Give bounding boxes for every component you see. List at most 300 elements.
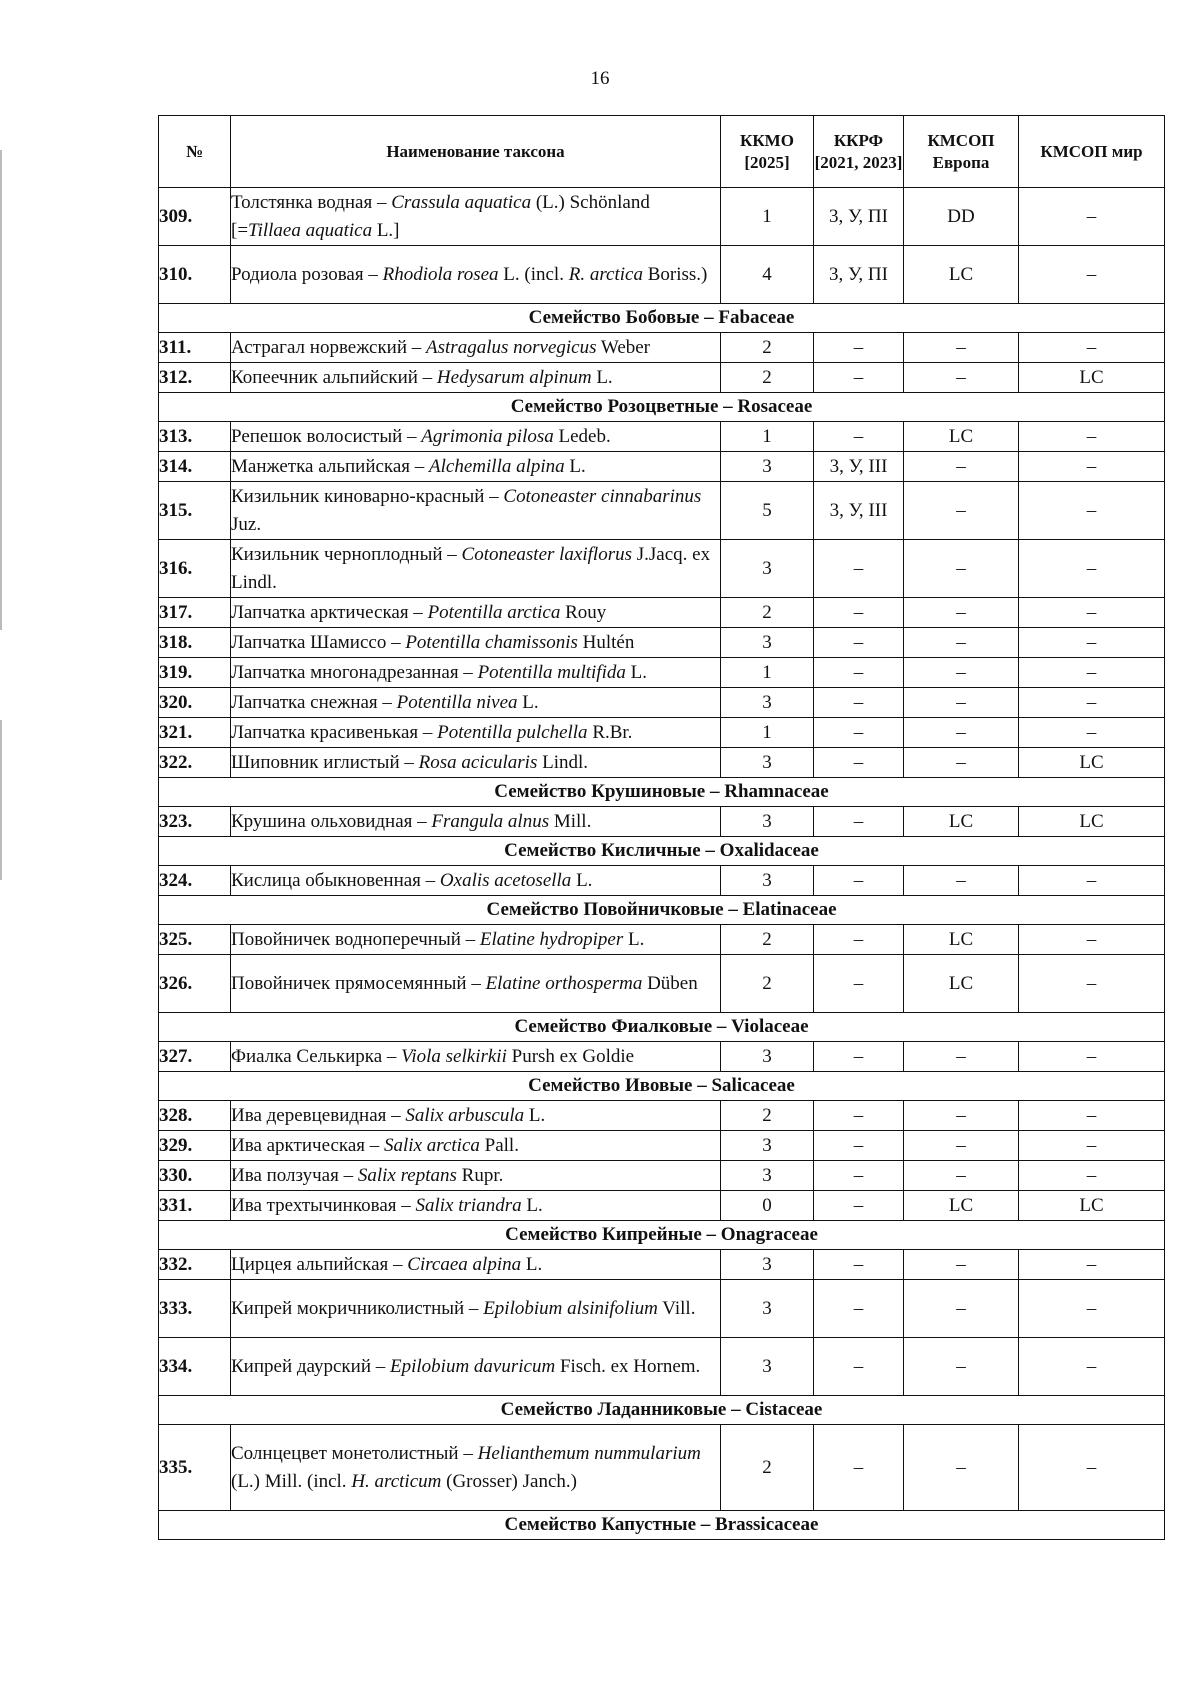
- scan-edge-line: [0, 150, 2, 630]
- kkrf-category: –: [814, 1161, 904, 1191]
- author: Vill.: [657, 1297, 696, 1319]
- kkmo-category: 2: [721, 925, 814, 955]
- kkrf-category: –: [814, 540, 904, 598]
- latin-name: Salix arbuscula: [405, 1104, 525, 1126]
- kkrf-category: –: [814, 1042, 904, 1072]
- taxon-name: [231, 540, 721, 598]
- taxon-row: [159, 1161, 1165, 1191]
- taxon-name: [231, 363, 721, 393]
- family-header-row: [159, 393, 1165, 422]
- taxon-number: 310.: [159, 246, 231, 304]
- kmsop-europe-status: –: [904, 628, 1019, 658]
- synonym-author: (Grosser) Janch.): [441, 1470, 577, 1492]
- kkrf-category: –: [814, 422, 904, 452]
- kkmo-category: 3: [721, 1042, 814, 1072]
- kmsop-europe-status: –: [904, 688, 1019, 718]
- author: Düben: [642, 972, 698, 994]
- author: L.: [571, 869, 593, 891]
- taxon-number: 316.: [159, 540, 231, 598]
- kkrf-category: –: [814, 748, 904, 778]
- author: (L.) Schönland: [531, 191, 650, 213]
- taxon-number: 318.: [159, 628, 231, 658]
- taxon-row: [159, 598, 1165, 628]
- latin-name: Potentilla chamissonis: [405, 631, 578, 653]
- taxon-number: 320.: [159, 688, 231, 718]
- author: L.: [521, 1253, 543, 1275]
- kmsop-world-status: –: [1019, 482, 1165, 540]
- author: Pursh ex Goldie: [506, 1045, 635, 1067]
- taxon-name: [231, 1280, 721, 1338]
- kkmo-category: 3: [721, 1280, 814, 1338]
- taxon-name: [231, 688, 721, 718]
- taxon-number: 313.: [159, 422, 231, 452]
- kkmo-category: 3: [721, 688, 814, 718]
- kkmo-category: 3: [721, 1250, 814, 1280]
- russian-name: Крушина ольховидная –: [231, 810, 432, 832]
- kmsop-world-status: –: [1019, 1161, 1165, 1191]
- family-label: Семейство Повойничковые – Elatinaceae: [159, 896, 1165, 925]
- author: Lindl.: [537, 751, 589, 773]
- kmsop-world-status: –: [1019, 688, 1165, 718]
- taxon-row: [159, 540, 1165, 598]
- russian-name: Кизильник киноварно-красный –: [231, 485, 504, 507]
- taxon-row: [159, 1042, 1165, 1072]
- taxon-row: [159, 1131, 1165, 1161]
- latin-name: Oxalis acetosella: [439, 869, 572, 891]
- kkrf-category: –: [814, 363, 904, 393]
- header-kkmo: ККМО [2025]: [721, 116, 814, 188]
- latin-name: Cotoneaster cinnabarinus: [503, 485, 702, 507]
- kmsop-world-status: –: [1019, 1250, 1165, 1280]
- synonym-author: Boriss.): [642, 263, 708, 285]
- taxon-name: [231, 1161, 721, 1191]
- synonym-author: L.]: [372, 219, 400, 241]
- kmsop-world-status: –: [1019, 718, 1165, 748]
- taxon-row: [159, 363, 1165, 393]
- taxon-number: 315.: [159, 482, 231, 540]
- kmsop-europe-status: –: [904, 333, 1019, 363]
- taxon-name: [231, 1101, 721, 1131]
- taxon-number: 333.: [159, 1280, 231, 1338]
- latin-name: Potentilla arctica: [427, 601, 561, 623]
- taxon-row: [159, 188, 1165, 246]
- russian-name: Солнцецвет монетолистный –: [231, 1442, 478, 1464]
- russian-name: Лапчатка красивенькая –: [231, 721, 438, 743]
- taxon-number: 323.: [159, 807, 231, 837]
- family-header-row: [159, 304, 1165, 333]
- taxon-row: [159, 955, 1165, 1013]
- taxon-row: [159, 628, 1165, 658]
- author: L.: [564, 455, 586, 477]
- taxon-row: [159, 1250, 1165, 1280]
- taxon-name: [231, 246, 721, 304]
- kmsop-world-status: LC: [1019, 363, 1165, 393]
- latin-name: Crassula aquatica: [391, 191, 532, 213]
- kkmo-category: 1: [721, 658, 814, 688]
- latin-name: Salix triandra: [415, 1194, 522, 1216]
- kkmo-category: 1: [721, 422, 814, 452]
- author: Weber: [596, 336, 651, 358]
- kkmo-category: 2: [721, 363, 814, 393]
- taxon-number: 329.: [159, 1131, 231, 1161]
- taxon-name: [231, 628, 721, 658]
- taxon-name: [231, 718, 721, 748]
- kmsop-europe-status: –: [904, 598, 1019, 628]
- latin-name: Helianthemum nummularium: [477, 1442, 701, 1464]
- kkmo-category: 2: [721, 598, 814, 628]
- table-header-row: [159, 116, 1165, 188]
- author: L.: [623, 928, 645, 950]
- kkrf-category: –: [814, 925, 904, 955]
- kkrf-category: –: [814, 1280, 904, 1338]
- taxon-number: 312.: [159, 363, 231, 393]
- russian-name: Ива ползучая –: [231, 1164, 358, 1186]
- taxon-number: 334.: [159, 1338, 231, 1396]
- russian-name: Ива деревцевидная –: [231, 1104, 406, 1126]
- russian-name: Толстянка водная –: [231, 191, 392, 213]
- kmsop-europe-status: –: [904, 718, 1019, 748]
- russian-name: Цирцея альпийская –: [231, 1253, 408, 1275]
- kmsop-world-status: –: [1019, 246, 1165, 304]
- kmsop-world-status: –: [1019, 628, 1165, 658]
- kmsop-world-status: –: [1019, 1425, 1165, 1511]
- scan-edge-line: [0, 720, 2, 880]
- kkmo-category: 3: [721, 452, 814, 482]
- taxon-row: [159, 688, 1165, 718]
- latin-name: Potentilla pulchella: [437, 721, 588, 743]
- family-header-row: [159, 1072, 1165, 1101]
- latin-name: Salix reptans: [357, 1164, 457, 1186]
- header-kmsop-world: КМСОП мир: [1019, 116, 1165, 188]
- taxon-row: [159, 925, 1165, 955]
- kmsop-world-status: LC: [1019, 1191, 1165, 1221]
- taxon-number: 335.: [159, 1425, 231, 1511]
- russian-name: Повойничек водноперечный –: [231, 928, 480, 950]
- russian-name: Повойничек прямосемянный –: [231, 972, 486, 994]
- kkmo-category: 4: [721, 246, 814, 304]
- kmsop-europe-status: –: [904, 1161, 1019, 1191]
- kmsop-world-status: –: [1019, 188, 1165, 246]
- kmsop-europe-status: LC: [904, 246, 1019, 304]
- author: R.Br.: [587, 721, 633, 743]
- family-label: Семейство Фиалковые – Violaceae: [159, 1013, 1165, 1042]
- page-number: 16: [590, 68, 610, 89]
- kmsop-europe-status: LC: [904, 925, 1019, 955]
- kmsop-europe-status: LC: [904, 1191, 1019, 1221]
- kmsop-europe-status: –: [904, 1131, 1019, 1161]
- kmsop-world-status: –: [1019, 658, 1165, 688]
- author: (L.) Mill. (incl.: [231, 1470, 352, 1492]
- russian-name: Лапчатка Шамиссо –: [231, 631, 406, 653]
- taxon-row: [159, 1191, 1165, 1221]
- kkrf-category: –: [814, 718, 904, 748]
- taxon-row: [159, 482, 1165, 540]
- author: Ledeb.: [553, 425, 611, 447]
- taxon-name: [231, 188, 721, 246]
- taxon-name: [231, 1250, 721, 1280]
- russian-name: Кизильник черноплодный –: [231, 543, 462, 565]
- kkrf-category: –: [814, 1191, 904, 1221]
- taxon-name: [231, 1191, 721, 1221]
- header-num: №: [159, 116, 231, 188]
- taxon-number: 311.: [159, 333, 231, 363]
- russian-name: Репешок волосистый –: [231, 425, 422, 447]
- kkrf-category: –: [814, 807, 904, 837]
- kkrf-category: 3, У, ПI: [814, 188, 904, 246]
- taxon-name: [231, 658, 721, 688]
- latin-name: Elatine orthosperma: [485, 972, 643, 994]
- kkmo-category: 2: [721, 1101, 814, 1131]
- taxon-name: [231, 598, 721, 628]
- latin-name: Epilobium alsinifolium: [483, 1297, 658, 1319]
- kkmo-category: 2: [721, 333, 814, 363]
- taxon-number: 331.: [159, 1191, 231, 1221]
- family-header-row: [159, 1396, 1165, 1425]
- family-label: Семейство Бобовые – Fabaceae: [159, 304, 1165, 333]
- kkmo-category: 0: [721, 1191, 814, 1221]
- taxon-name: [231, 1338, 721, 1396]
- kmsop-world-status: –: [1019, 333, 1165, 363]
- taxon-row: [159, 1280, 1165, 1338]
- kkmo-category: 3: [721, 866, 814, 896]
- synonym-latin-name: H. arcticum: [351, 1470, 442, 1492]
- kkmo-category: 1: [721, 188, 814, 246]
- taxon-name: [231, 1042, 721, 1072]
- family-label: Семейство Розоцветные – Rosaceae: [159, 393, 1165, 422]
- kmsop-world-status: –: [1019, 1131, 1165, 1161]
- kkrf-category: 3, У, III: [814, 482, 904, 540]
- author: L.: [517, 691, 539, 713]
- family-label: Семейство Ладанниковые – Cistaceae: [159, 1396, 1165, 1425]
- author: L. (incl.: [498, 263, 569, 285]
- latin-name: Elatine hydropiper: [479, 928, 624, 950]
- header-taxon-name: Наименование таксона: [231, 116, 721, 188]
- author: Hultén: [577, 631, 635, 653]
- taxon-name: [231, 925, 721, 955]
- taxon-row: [159, 333, 1165, 363]
- taxa-table: [158, 115, 1165, 1540]
- kkrf-category: –: [814, 628, 904, 658]
- taxon-row: [159, 866, 1165, 896]
- taxon-number: 328.: [159, 1101, 231, 1131]
- kmsop-europe-status: DD: [904, 188, 1019, 246]
- russian-name: Родиола розовая –: [231, 263, 383, 285]
- russian-name: Ива арктическая –: [231, 1134, 385, 1156]
- latin-name: Rhodiola rosea: [382, 263, 499, 285]
- taxon-name: [231, 748, 721, 778]
- kkmo-category: 3: [721, 1338, 814, 1396]
- author: L.: [625, 661, 647, 683]
- taxon-number: 324.: [159, 866, 231, 896]
- kkmo-category: 3: [721, 1161, 814, 1191]
- kkmo-category: 2: [721, 1425, 814, 1511]
- kmsop-europe-status: –: [904, 1280, 1019, 1338]
- kkrf-category: –: [814, 1250, 904, 1280]
- taxon-row: [159, 807, 1165, 837]
- kkmo-category: 1: [721, 718, 814, 748]
- kmsop-europe-status: –: [904, 1101, 1019, 1131]
- taxon-row: [159, 452, 1165, 482]
- kmsop-europe-status: LC: [904, 955, 1019, 1013]
- taxon-number: 319.: [159, 658, 231, 688]
- russian-name: Астрагал норвежский –: [231, 336, 427, 358]
- header-kmsop-europe: КМСОП Европа: [904, 116, 1019, 188]
- taxon-name: [231, 955, 721, 1013]
- kmsop-world-status: –: [1019, 1101, 1165, 1131]
- latin-name: Potentilla multifida: [477, 661, 626, 683]
- author: Pall.: [479, 1134, 519, 1156]
- kkmo-category: 3: [721, 540, 814, 598]
- kkrf-category: –: [814, 1338, 904, 1396]
- taxon-row: [159, 1101, 1165, 1131]
- kmsop-europe-status: –: [904, 540, 1019, 598]
- kkrf-category: –: [814, 333, 904, 363]
- kmsop-europe-status: –: [904, 1042, 1019, 1072]
- author: L.: [521, 1194, 543, 1216]
- taxon-number: 321.: [159, 718, 231, 748]
- family-header-row: [159, 837, 1165, 866]
- kmsop-europe-status: –: [904, 452, 1019, 482]
- kkrf-category: –: [814, 1425, 904, 1511]
- taxon-row: [159, 718, 1165, 748]
- latin-name: Viola selkirkii: [401, 1045, 507, 1067]
- kmsop-europe-status: –: [904, 1425, 1019, 1511]
- russian-name: Кипрей мокричниколистный –: [231, 1297, 484, 1319]
- taxon-row: [159, 1338, 1165, 1396]
- kmsop-world-status: –: [1019, 1338, 1165, 1396]
- kkmo-category: 5: [721, 482, 814, 540]
- russian-name: Фиалка Селькирка –: [231, 1045, 402, 1067]
- russian-name: Лапчатка многонадрезанная –: [231, 661, 478, 683]
- author: Rupr.: [456, 1164, 504, 1186]
- kkrf-category: –: [814, 1131, 904, 1161]
- taxon-number: 330.: [159, 1161, 231, 1191]
- family-label: Семейство Капустные – Brassicaceae: [159, 1511, 1165, 1540]
- family-header-row: [159, 896, 1165, 925]
- author: J.Jacq. ex Lindl.: [231, 543, 711, 593]
- taxon-name: [231, 866, 721, 896]
- kkrf-category: –: [814, 866, 904, 896]
- family-header-row: [159, 1221, 1165, 1250]
- latin-name: Frangula alnus: [431, 810, 550, 832]
- taxon-row: [159, 658, 1165, 688]
- taxon-number: 325.: [159, 925, 231, 955]
- taxon-name: [231, 1425, 721, 1511]
- taxon-name: [231, 807, 721, 837]
- kmsop-europe-status: LC: [904, 422, 1019, 452]
- kmsop-world-status: LC: [1019, 807, 1165, 837]
- taxon-number: 322.: [159, 748, 231, 778]
- taxon-number: 326.: [159, 955, 231, 1013]
- synonym-latin-name: Tillaea aquatica: [248, 219, 373, 241]
- kkrf-category: 3, У, ПI: [814, 246, 904, 304]
- taxon-number: 314.: [159, 452, 231, 482]
- kmsop-world-status: LC: [1019, 748, 1165, 778]
- russian-name: Копеечник альпийский –: [231, 366, 437, 388]
- taxon-row: [159, 246, 1165, 304]
- russian-name: Шиповник иглистый –: [231, 751, 419, 773]
- kkrf-category: –: [814, 955, 904, 1013]
- family-label: Семейство Кипрейные – Onagraceae: [159, 1221, 1165, 1250]
- taxon-name: [231, 1131, 721, 1161]
- kkmo-category: 2: [721, 955, 814, 1013]
- latin-name: Astragalus norvegicus: [426, 336, 597, 358]
- russian-name: Манжетка альпийская –: [231, 455, 430, 477]
- latin-name: Cotoneaster laxiflorus: [461, 543, 632, 565]
- author: Juz.: [231, 513, 262, 535]
- kmsop-world-status: –: [1019, 598, 1165, 628]
- taxon-number: 309.: [159, 188, 231, 246]
- kmsop-europe-status: –: [904, 363, 1019, 393]
- taxon-row: [159, 422, 1165, 452]
- latin-name: Agrimonia pilosa: [421, 425, 554, 447]
- russian-name: Кислица обыкновенная –: [231, 869, 440, 891]
- latin-name: Circaea alpina: [407, 1253, 522, 1275]
- synonym-latin-name: R. arctica: [568, 263, 643, 285]
- kmsop-world-status: –: [1019, 1280, 1165, 1338]
- kkrf-category: –: [814, 1101, 904, 1131]
- russian-name: Кипрей даурский –: [231, 1355, 390, 1377]
- taxon-number: 327.: [159, 1042, 231, 1072]
- kmsop-world-status: –: [1019, 452, 1165, 482]
- latin-name: Epilobium davuricum: [390, 1355, 556, 1377]
- taxon-name: [231, 422, 721, 452]
- family-header-row: [159, 1013, 1165, 1042]
- family-label: Семейство Крушиновые – Rhamnaceae: [159, 778, 1165, 807]
- taxon-name: [231, 333, 721, 363]
- kmsop-europe-status: –: [904, 658, 1019, 688]
- kmsop-europe-status: –: [904, 482, 1019, 540]
- latin-name: Potentilla nivea: [396, 691, 518, 713]
- kkmo-category: 3: [721, 1131, 814, 1161]
- latin-name: Salix arctica: [384, 1134, 480, 1156]
- kkrf-category: –: [814, 598, 904, 628]
- kmsop-europe-status: –: [904, 1338, 1019, 1396]
- kmsop-europe-status: –: [904, 748, 1019, 778]
- latin-name: Rosa acicularis: [418, 751, 538, 773]
- kmsop-europe-status: LC: [904, 807, 1019, 837]
- russian-name: Лапчатка арктическая –: [231, 601, 428, 623]
- kmsop-europe-status: –: [904, 1250, 1019, 1280]
- author: Rouy: [560, 601, 607, 623]
- taxon-name: [231, 482, 721, 540]
- taxon-number: 317.: [159, 598, 231, 628]
- kmsop-world-status: –: [1019, 866, 1165, 896]
- kmsop-world-status: –: [1019, 540, 1165, 598]
- family-label: Семейство Кисличные – Oxalidaceae: [159, 837, 1165, 866]
- kmsop-world-status: –: [1019, 925, 1165, 955]
- taxon-number: 332.: [159, 1250, 231, 1280]
- russian-name: Лапчатка снежная –: [231, 691, 397, 713]
- kmsop-europe-status: –: [904, 866, 1019, 896]
- kkrf-category: –: [814, 658, 904, 688]
- kmsop-world-status: –: [1019, 1042, 1165, 1072]
- kmsop-world-status: –: [1019, 955, 1165, 1013]
- author: Mill.: [549, 810, 592, 832]
- kkmo-category: 3: [721, 748, 814, 778]
- family-header-row: [159, 1511, 1165, 1540]
- author: L.: [524, 1104, 546, 1126]
- synonym-prefix: [=: [231, 219, 249, 241]
- latin-name: Alchemilla alpina: [429, 455, 565, 477]
- kmsop-world-status: –: [1019, 422, 1165, 452]
- header-kkrf: ККРФ [2021, 2023]: [814, 116, 904, 188]
- kkrf-category: –: [814, 688, 904, 718]
- family-label: Семейство Ивовые – Salicaceae: [159, 1072, 1165, 1101]
- taxon-row: [159, 748, 1165, 778]
- author: Fisch. ex Hornem.: [555, 1355, 701, 1377]
- taxon-name: [231, 452, 721, 482]
